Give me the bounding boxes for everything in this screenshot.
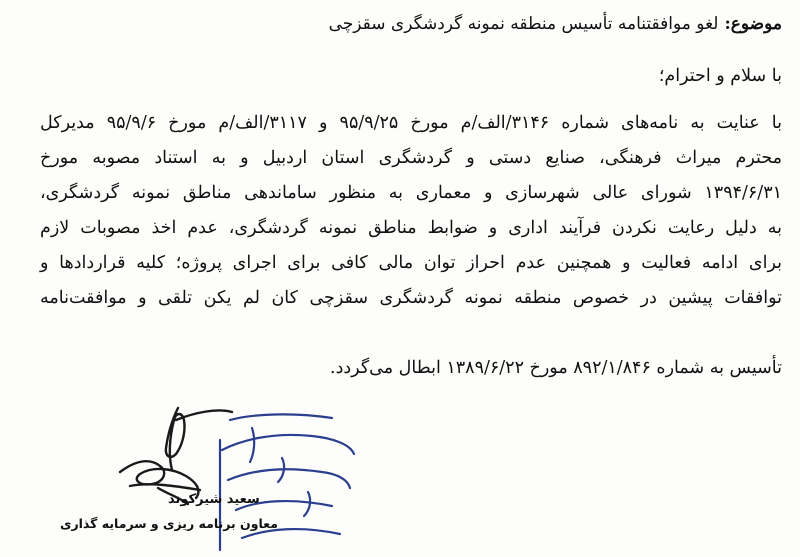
greeting: با سلام و احترام؛: [658, 66, 782, 86]
signatory-name: سعید شیرکوند: [168, 492, 260, 507]
signatory-title: معاون برنامه ریزی و سرمایه گذاری: [60, 516, 278, 531]
body-line-7: تأسیس به شماره ۸۹۲/۱/۸۴۶ مورخ ۱۳۸۹/۶/۲۲ ابطال می‌گردد.: [330, 358, 782, 378]
body-line-2: محترم میراث فرهنگی، صنایع دستی و گردشگری استان اردبیل و به استناد مصوبه مورخ: [40, 148, 782, 168]
subject-line: [40, 14, 782, 34]
body-line-1: با عنایت به نامه‌های شماره ۳۱۴۶/الف/م مورخ ۹۵/۹/۲۵ و ۳۱۱۷/الف/م مورخ ۹۵/۹/۶ مدیرکل: [40, 113, 783, 133]
subject-label: موضوع:: [724, 14, 782, 34]
signature-block: [0, 390, 380, 557]
body-line-4: به دلیل رعایت نکردن فرآیند اداری و ضوابط مناطق نمونه گردشگری، عدم اخذ مصوبات لازم: [40, 218, 782, 238]
body-line-5: برای ادامه فعالیت و همچنین عدم احراز توان مالی کافی برای اجرای پروژه؛ کلیه قراردادها و: [40, 253, 782, 273]
official-stamp: [212, 410, 362, 557]
body-line-3: ۱۳۹۴/۶/۳۱ شورای عالی شهرسازی و معماری به منظور ساماندهی مناطق نمونه گردشگری،: [40, 183, 782, 203]
body-line-6: توافقات پیشین در خصوص منطقه نمونه گردشگری سقزچی کان لم یکن تلقی و موافقت‌نامه: [40, 288, 782, 308]
subject-text: لغو موافقتنامه تأسیس منطقه نمونه گردشگری سقزچی: [328, 14, 719, 34]
